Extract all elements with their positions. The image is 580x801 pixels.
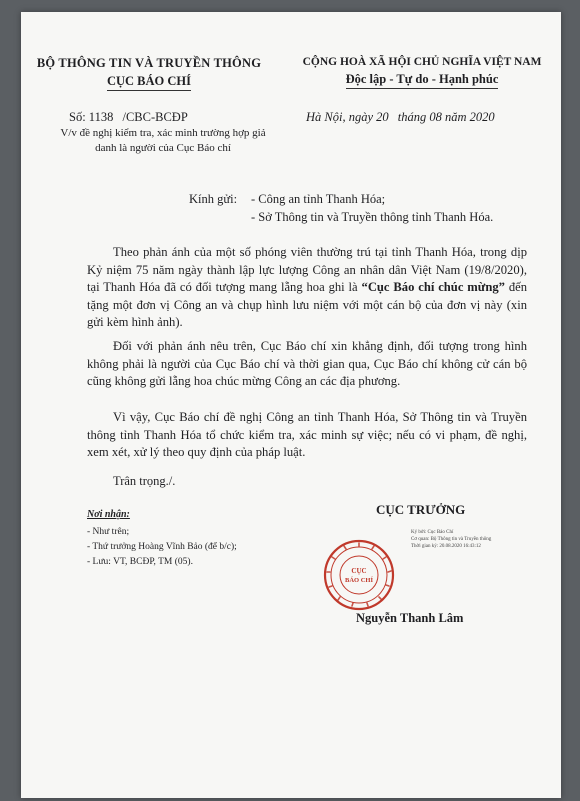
recipients-title: Nơi nhận: [87, 509, 130, 520]
agency-name: CỤC BÁO CHÍ [107, 74, 191, 91]
country-name: CỘNG HOÀ XÃ HỘI CHỦ NGHĨA VIỆT NAM [302, 56, 542, 68]
document-page [21, 12, 561, 798]
digital-signature-line: Ký bởi: Cục Báo Chí [411, 530, 454, 535]
body-paragraph-2 [87, 338, 527, 391]
national-motto: Độc lập - Tự do - Hạnh phúc [346, 72, 499, 89]
official-stamp-icon [322, 538, 396, 612]
paragraph-1-text-b: đến tặng một đơn vị Công an và chụp hình lưu niệm với một cán bộ của đơn vị này (xin gửi kèm hình ảnh). [87, 280, 528, 329]
paragraph-3-text: Vì vậy, Cục Báo chí đề nghị Công an tỉnh Thanh Hóa, Sở Thông tin và Truyền thông tỉnh Thanh Hóa tổ chức kiểm tra, xác minh sự việc; nếu có vi phạm, đề nghị, xem xét, xử lý theo quy định của pháp luật. [87, 410, 527, 459]
paragraph-1-text-a: Theo phản ánh của một số phóng viên thường trú tại tỉnh Thanh Hóa, trong dịp Kỷ niệm 75 năm ngày thành lập lực lượng Công an nhân dân Việt Nam (19/8/2020), tại Thanh Hóa đã có đối tượng mang lẵng hoa ghi là [87, 245, 527, 294]
document-date [306, 110, 495, 125]
signer-title: CỤC TRƯỞNG [376, 502, 466, 517]
national-header [291, 56, 553, 89]
document-subject [47, 126, 279, 156]
agency-header [29, 56, 269, 91]
stamp-line-1: CỤC [351, 567, 367, 575]
subject-line-2: danh là người của Cục Báo chí [95, 142, 231, 154]
date-month-label: tháng [397, 110, 427, 124]
date-day: 20 [376, 110, 389, 124]
subject-line-1: V/v đề nghị kiểm tra, xác minh trường hợp giả [60, 127, 266, 139]
document-number-suffix: /CBC-BCĐP [122, 110, 188, 124]
paragraph-1-bold: “Cục Báo chí chúc mừng” [361, 280, 505, 294]
digital-signature-line: Thời gian ký: 20.08.2020 16:43:12 [411, 544, 481, 549]
date-month: 08 [429, 110, 442, 124]
stamp-line-2: BÁO CHÍ [345, 577, 373, 584]
recipients-list-item: - Thứ trưởng Hoàng Vĩnh Bảo (để b/c); [87, 542, 237, 552]
paragraph-2-text: Đối với phản ánh nêu trên, Cục Báo chí xin khẳng định, đối tượng trong hình không phải là người của Cục Báo chí và thời gian qua, Cục Báo chí không cử cán bộ cũng không gửi lẵng hoa chúc mừng Công an các địa phương. [87, 339, 527, 388]
signer-name: Nguyễn Thanh Lâm [356, 611, 464, 625]
recipient-item: - Sở Thông tin và Truyền thông tỉnh Thanh Hóa. [251, 210, 494, 224]
recipients-list-item: - Như trên; [87, 527, 130, 537]
body-paragraph-3 [87, 409, 527, 462]
date-year: năm 2020 [445, 110, 495, 124]
greeting-label: Kính gửi: [189, 192, 238, 206]
closing-text: Trân trọng./. [113, 474, 176, 488]
recipient-item: - Công an tỉnh Thanh Hóa; [251, 192, 386, 206]
digital-signature-line: Cơ quan: Bộ Thông tin và Truyền thông [411, 537, 492, 542]
ministry-name: BỘ THÔNG TIN VÀ TRUYỀN THÔNG [36, 56, 262, 70]
date-place: Hà Nội, ngày [306, 110, 374, 124]
document-number-value: Số: 1138 [69, 110, 114, 124]
body-paragraph-1 [87, 244, 527, 332]
document-number [69, 110, 188, 125]
recipients-list-item: - Lưu: VT, BCĐP, TM (05). [87, 557, 193, 567]
